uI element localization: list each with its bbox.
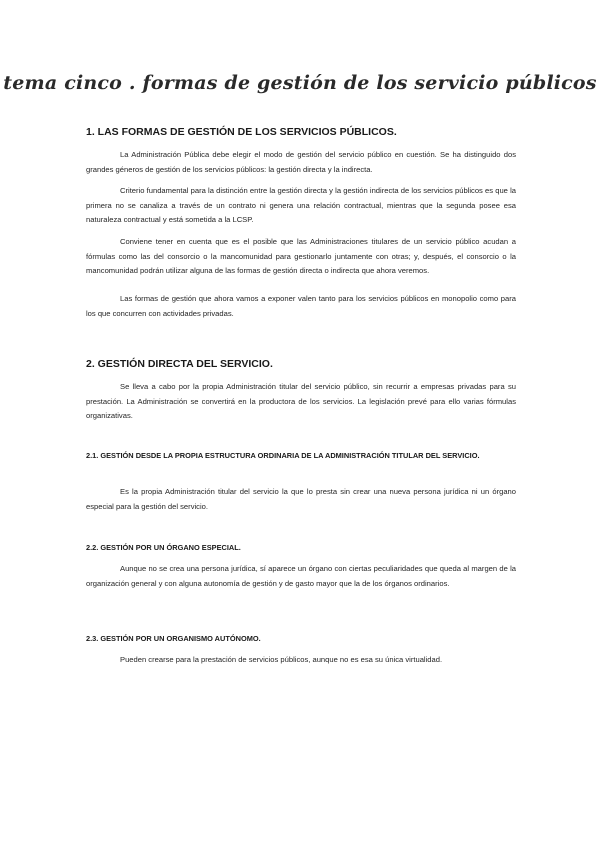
document-title: tema cinco . formas de gestión de los servicio públicos bbox=[3, 72, 597, 94]
section-2-1-heading: 2.1. GESTIÓN DESDE LA PROPIA ESTRUCTURA ORDINARIA DE LA ADMINISTRACIÓN TITULAR DEL SERVICIO. bbox=[86, 451, 480, 460]
section-1-paragraph-2: Criterio fundamental para la distinción entre la gestión directa y la gestión indirecta de los servicios públicos es que la primera no se canaliza a través de un contrato ni genera una relación contractual, mientras que la segunda posee esa naturaleza contractual y está sometida a la LCSP. bbox=[86, 186, 516, 225]
section-2-1-paragraph-1: Es la propia Administración titular del servicio la que lo presta sin crear una nueva persona jurídica ni un órgano especial para la gestión del servicio. bbox=[86, 487, 516, 511]
section-2-3-paragraph-1: Pueden crearse para la prestación de servicios públicos, aunque no es esa su única virtualidad. bbox=[120, 655, 443, 664]
section-2-2-paragraph-1: Aunque no se crea una persona jurídica, sí aparece un órgano con ciertas peculiaridades que queda al margen de la organización general y con alguna autonomía de gestión y de gasto mayor que la de los órganos ordinarios. bbox=[86, 564, 516, 588]
section-2-3-heading: 2.3. GESTIÓN POR UN ORGANISMO AUTÓNOMO. bbox=[86, 634, 261, 643]
section-1-paragraph-3: Conviene tener en cuenta que es el posible que las Administraciones titulares de un servicio público acudan a fórmulas como las del consorcio o la mancomunidad para gestionarlo juntamente con otras; y, después, el consorcio o la mancomunidad podrán utilizar alguna de las formas de gestión directa o indirecta que ahora veremos. bbox=[86, 237, 516, 276]
section-1-paragraph-4: Las formas de gestión que ahora vamos a exponer valen tanto para los servicios públicos en monopolio como para los que concurren con actividades privadas. bbox=[86, 294, 516, 318]
section-1-paragraph-1: La Administración Pública debe elegir el modo de gestión del servicio público en cuestión. Se ha distinguido dos grandes géneros de gestión de los servicios públicos: la gestión directa y la indirecta. bbox=[86, 150, 516, 174]
section-2-paragraph-1: Se lleva a cabo por la propia Administración titular del servicio público, sin recurrir a empresas privadas para su prestación. La Administración se convertirá en la productora de los servicios. La legislación prevé para ello varias fórmulas organizativas. bbox=[86, 382, 516, 421]
section-2-heading: 2. GESTIÓN DIRECTA DEL SERVICIO. bbox=[86, 358, 273, 370]
section-1-heading: 1. LAS FORMAS DE GESTIÓN DE LOS SERVICIOS PÚBLICOS. bbox=[86, 126, 397, 138]
section-2-2-heading: 2.2. GESTIÓN POR UN ÓRGANO ESPECIAL. bbox=[86, 543, 241, 552]
